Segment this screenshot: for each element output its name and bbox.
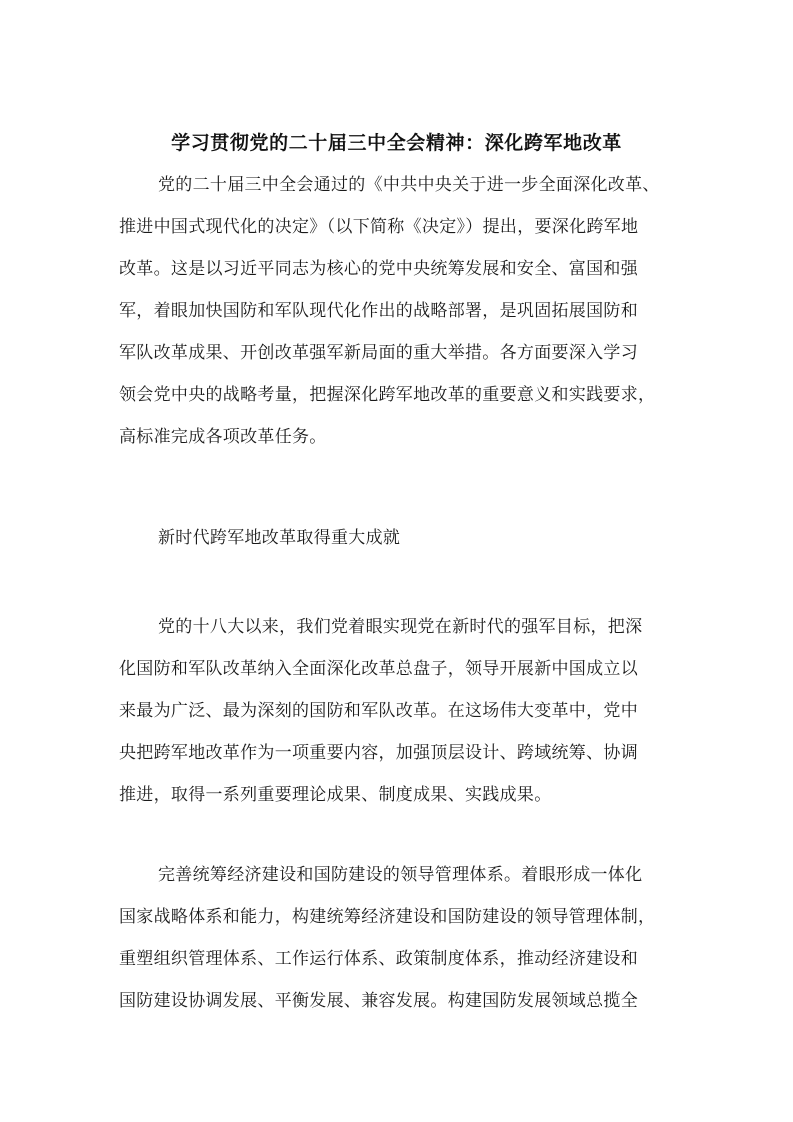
paragraph-3-line-4: 央把跨军地改革作为一项重要内容，加强顶层设计、跨域统筹、协调	[119, 743, 638, 763]
paragraph-1-line-1: 党的二十届三中全会通过的《中共中央关于进一步全面深化改革、	[158, 175, 660, 195]
paragraph-3-line-2: 化国防和军队改革纳入全面深化改革总盘子，领导开展新中国成立以	[119, 659, 638, 679]
paragraph-3-line-3: 来最为广泛、最为深刻的国防和军队改革。在这场伟大变革中，党中	[119, 701, 638, 721]
paragraph-1-line-2: 推进中国式现代化的决定》（以下简称《决定》）提出，要深化跨军地	[119, 217, 639, 237]
paragraph-3-line-1: 党的十八大以来，我们党着眼实现党在新时代的强军目标，把深	[158, 617, 643, 637]
paragraph-1-line-6: 领会党中央的战略考量，把握深化跨军地改革的重要意义和实践要求，	[119, 385, 656, 405]
paragraph-1-line-7: 高标准完成各项改革任务。	[119, 427, 327, 447]
paragraph-1-line-3: 改革。这是以习近平同志为核心的党中央统筹发展和安全、富国和强	[119, 259, 638, 279]
document-title: 学习贯彻党的二十届三中全会精神：深化跨军地改革	[171, 132, 622, 154]
paragraph-1-line-5: 军队改革成果、开创改革强军新局面的重大举措。各方面要深入学习	[119, 343, 638, 363]
paragraph-4-line-3: 重塑组织管理体系、工作运行体系、政策制度体系，推动经济建设和	[119, 949, 638, 969]
paragraph-3-line-5: 推进，取得一系列重要理论成果、制度成果、实践成果。	[119, 785, 552, 805]
paragraph-4-line-2: 国家战略体系和能力，构建统筹经济建设和国防建设的领导管理体制，	[119, 907, 656, 927]
paragraph-4-line-4: 国防建设协调发展、平衡发展、兼容发展。构建国防发展领域总揽全	[119, 991, 638, 1011]
section-heading: 新时代跨军地改革取得重大成就	[158, 528, 401, 548]
paragraph-4-line-1: 完善统筹经济建设和国防建设的领导管理体系。着眼形成一体化	[158, 865, 643, 885]
paragraph-1-line-4: 军，着眼加快国防和军队现代化作出的战略部署，是巩固拓展国防和	[119, 301, 638, 321]
